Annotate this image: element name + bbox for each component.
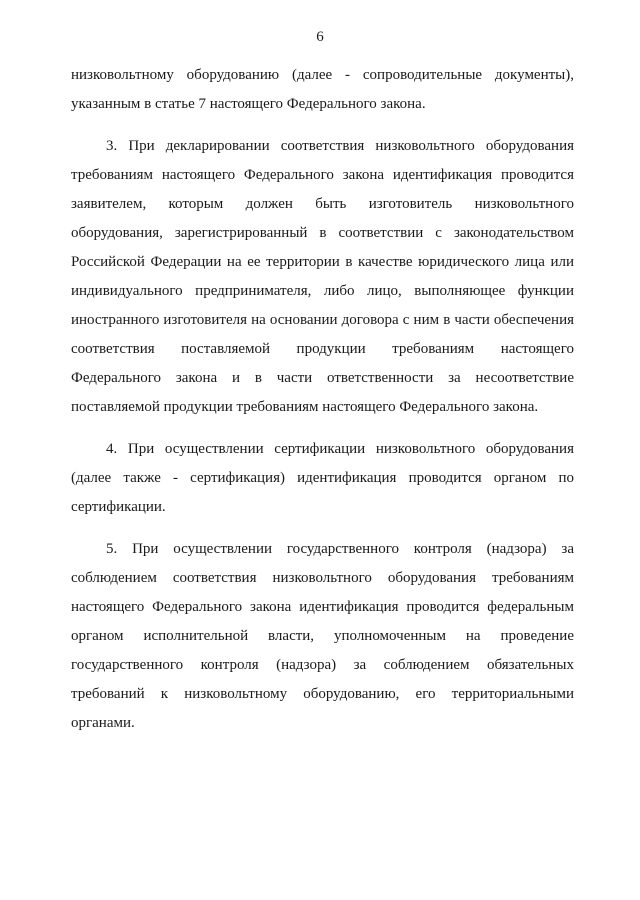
paragraph-item-5: 5. При осуществлении государственного контроля (надзора) за соблюдением соответствия низковольтного оборудования требованиям настоящего Федерального закона идентификация проводится федеральным органом исполнительной власти, уполномоченным на проведение государственного контроля (надзора) за соблюдением обязательных требований к низковольтному оборудованию, его территориальными органами. [71, 541, 574, 731]
paragraph-continuation: низковольтному оборудованию (далее - сопроводительные документы), указанным в статье 7 настоящего Федерального закона. [71, 67, 574, 112]
document-body [71, 61, 574, 738]
page-number: 6 [316, 29, 324, 45]
paragraph-item-4: 4. При осуществлении сертификации низковольтного оборудования (далее также - сертификация) идентификация проводится органом по сертификации. [71, 441, 574, 515]
paragraph-item-3: 3. При декларировании соответствия низковольтного оборудования требованиям настоящего Федерального закона идентификация проводится заявителем, которым должен быть изготовитель низковольтного оборудования, зарегистрированный в соответствии с законодательством Российской Федерации на ее территории в качестве юридического лица или индивидуального предпринимателя, либо лицо, выполняющее функции иностранного изготовителя на основании договора с ним в части обеспечения соответствия поставляемой продукции требованиям настоящего Федерального закона и в части ответственности за несоответствие поставляемой продукции требованиям настоящего Федерального закона. [71, 138, 574, 415]
